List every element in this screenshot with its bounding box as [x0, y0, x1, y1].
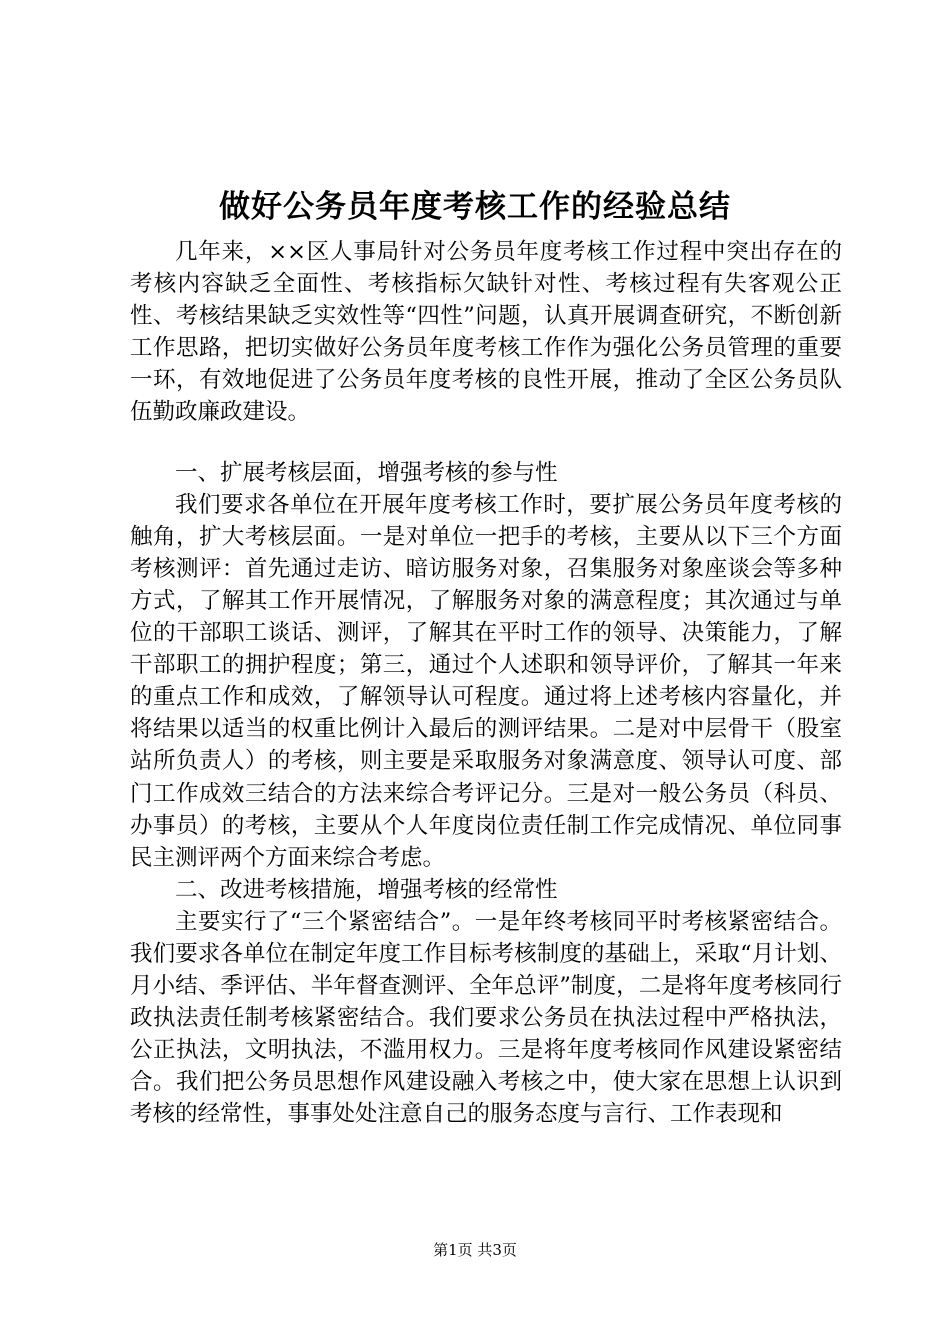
section-heading-2: 二、改进考核措施，增强考核的经常性 — [175, 876, 558, 903]
section-paragraph-1: 我们要求各单位在开展年度考核工作时，要扩展公务员年度考核的触角，扩大考核层面。一是对单位一把手的考核，主要从以下三个方面考核测评：首先通过走访、暗访服务对象，召集服务对象座谈会等多种方式，了解其工作开展情况，了解服务对象的满意程度；其次通过与单位的干部职工谈话、测评，了解其在平时工作的领导、决策能力，了解干部职工的拥护程度；第三，通过个人述职和领导评价，了解其一年来的重点工作和成效，了解领导认可程度。通过将上述考核内容量化，并将结果以适当的权重比例计入最后的测评结果。二是对中层骨干（股室站所负责人）的考核，则主要是采取服务对象满意度、领导认可度、部门工作成效三结合的方法来综合考评记分。三是对一般公务员（科员、办事员）的考核，主要从个人年度岗位责任制工作完成情况、单位同事民主测评两个方面来综合考虑。 — [130, 491, 842, 871]
page-footer: 第1页 共3页 — [433, 1241, 517, 1259]
paragraph-gap — [130, 429, 842, 457]
document-body — [130, 236, 842, 1131]
document-title: 做好公务员年度考核工作的经验总结 — [219, 189, 731, 225]
intro-paragraph: 几年来，××区人事局针对公务员年度考核工作过程中突出存在的考核内容缺乏全面性、考核指标欠缺针对性、考核过程有失客观公正性、考核结果缺乏实效性等“四性”问题，认真开展调查研究，不断创新工作思路，把切实做好公务员年度考核工作作为强化公务员管理的重要一环，有效地促进了公务员年度考核的良性开展，推动了全区公务员队伍勤政廉政建设。 — [130, 239, 842, 426]
section-heading-1: 一、扩展考核层面，增强考核的参与性 — [175, 459, 558, 486]
section-paragraph-2: 主要实行了“三个紧密结合”。一是年终考核同平时考核紧密结合。我们要求各单位在制定年度工作目标考核制度的基础上，采取“月计划、月小结、季评估、半年督查测评、全年总评”制度，二是将年度考核同行政执法责任制考核紧密结合。我们要求公务员在执法过程中严格执法，公正执法，文明执法，不滥用权力。三是将年度考核同作风建设紧密结合。我们把公务员思想作风建设融入考核之中，使大家在思想上认识到考核的经常性，事事处处注意自己的服务态度与言行、工作表现和 — [130, 908, 842, 1128]
